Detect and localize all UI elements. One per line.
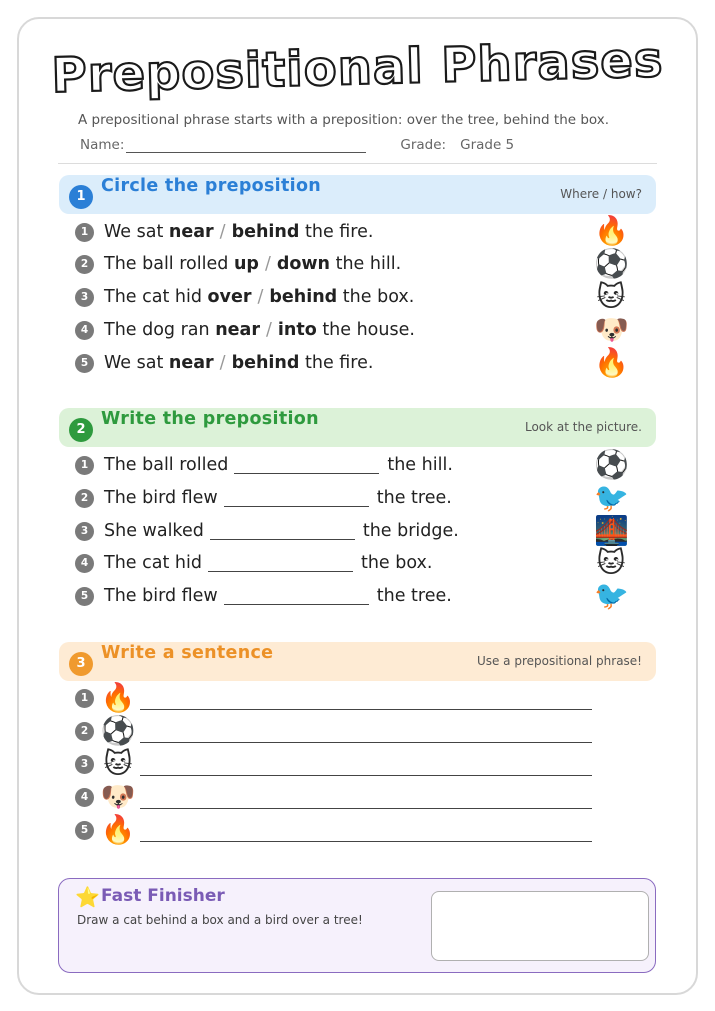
sentence-end: the box.	[360, 553, 433, 573]
section-1-number: 1	[69, 185, 93, 209]
name-field[interactable]	[126, 138, 366, 153]
section-3-title: Write a sentence	[101, 643, 274, 663]
section-1-hint: Where / how?	[560, 187, 642, 201]
item-number: 4	[75, 321, 94, 340]
fill-blank-item	[75, 452, 453, 478]
sentence-start: We sat	[104, 353, 164, 373]
worksheet-subtitle: A prepositional phrase starts with a preposition: over the tree, behind the box.	[78, 112, 610, 128]
option-one[interactable]: near	[168, 222, 214, 242]
sentence-start: The dog ran	[104, 320, 210, 340]
sentence-start: The bird flew	[104, 586, 218, 606]
header-divider	[58, 163, 657, 164]
grade-value: Grade 5	[460, 137, 515, 153]
soccer-ball-icon: ⚽	[594, 448, 629, 481]
sentence-line-item	[75, 813, 592, 847]
option-two[interactable]: behind	[231, 353, 300, 373]
sentence-end: the fire.	[305, 353, 374, 373]
name-grade-row	[80, 137, 514, 153]
fill-blank-item	[75, 518, 459, 544]
item-number: 1	[75, 456, 94, 475]
fast-finisher-title: Fast Finisher	[101, 886, 225, 906]
sentence-start: The cat hid	[104, 287, 202, 307]
fast-finisher-text: Draw a cat behind a box and a bird over a tree!	[77, 913, 363, 927]
sentence-end: the tree.	[376, 488, 452, 508]
soccer-ball-icon: ⚽	[100, 714, 136, 747]
cat-icon: 🐱	[596, 280, 626, 313]
bird-icon: 🐦	[594, 481, 629, 514]
fast-finisher-box	[58, 878, 656, 973]
cat-icon: 🐱	[103, 747, 133, 780]
fill-blank-item	[75, 583, 452, 609]
item-number: 4	[75, 554, 94, 573]
item-number: 3	[75, 288, 94, 307]
answer-blank[interactable]	[224, 489, 369, 507]
section-2-hint: Look at the picture.	[524, 420, 642, 434]
option-separator: /	[257, 287, 264, 307]
fill-blank-item	[75, 550, 432, 576]
section-3-number: 3	[69, 652, 93, 676]
grade-label: Grade:	[400, 137, 447, 153]
answer-blank[interactable]	[210, 522, 355, 540]
option-one[interactable]: up	[233, 254, 259, 274]
item-number: 3	[75, 522, 94, 541]
sentence-end: the house.	[322, 320, 415, 340]
option-two[interactable]: down	[276, 254, 331, 274]
circle-item	[75, 219, 373, 245]
writing-line[interactable]	[140, 719, 592, 743]
sentence-line-item	[75, 681, 592, 715]
sentence-start: She walked	[104, 521, 204, 541]
answer-blank[interactable]	[234, 456, 379, 474]
item-number: 2	[75, 489, 94, 508]
sentence-line-item	[75, 747, 592, 781]
option-separator: /	[219, 222, 226, 242]
item-number: 5	[75, 821, 94, 840]
section-3-header	[59, 642, 656, 681]
option-one[interactable]: near	[215, 320, 260, 340]
option-separator: /	[265, 320, 272, 340]
section-2-title: Write the preposition	[101, 409, 319, 429]
sentence-start: The ball rolled	[104, 254, 229, 274]
sentence-end: the box.	[342, 287, 415, 307]
item-number: 1	[75, 223, 94, 242]
dog-icon: 🐶	[100, 780, 136, 813]
sentence-start: The cat hid	[104, 553, 202, 573]
sentence-line-item	[75, 714, 592, 748]
item-number: 5	[75, 354, 94, 373]
option-separator: /	[219, 353, 226, 373]
sentence-end: the tree.	[376, 586, 452, 606]
circle-item	[75, 251, 401, 277]
cat-icon: 🐱	[596, 546, 626, 579]
item-number: 2	[75, 255, 94, 274]
sentence-start: The ball rolled	[104, 455, 229, 475]
fill-blank-item	[75, 485, 452, 511]
circle-item	[75, 317, 415, 343]
name-label: Name:	[80, 137, 125, 153]
item-number: 4	[75, 788, 94, 807]
worksheet-title: Prepositional Phrases	[50, 31, 665, 105]
bridge-icon: 🌉	[594, 514, 629, 547]
item-number: 2	[75, 722, 94, 741]
section-3-hint: Use a prepositional phrase!	[476, 654, 642, 668]
writing-line[interactable]	[140, 785, 592, 809]
dog-icon: 🐶	[594, 313, 629, 346]
star-icon: ⭐	[75, 885, 100, 909]
sentence-end: the hill.	[335, 254, 402, 274]
drawing-box[interactable]	[431, 891, 649, 961]
sentence-end: the fire.	[305, 222, 374, 242]
fire-icon: 🔥	[100, 681, 136, 714]
writing-line[interactable]	[140, 752, 592, 776]
option-two[interactable]: into	[277, 320, 317, 340]
item-number: 1	[75, 689, 94, 708]
sentence-end: the hill.	[387, 455, 453, 475]
sentence-start: We sat	[104, 222, 164, 242]
answer-blank[interactable]	[224, 587, 369, 605]
fire-icon: 🔥	[100, 813, 136, 846]
sentence-start: The bird flew	[104, 488, 218, 508]
writing-line[interactable]	[140, 686, 592, 710]
soccer-ball-icon: ⚽	[594, 247, 629, 280]
option-one[interactable]: over	[207, 287, 252, 307]
item-number: 3	[75, 755, 94, 774]
section-1-title: Circle the preposition	[101, 176, 322, 196]
section-2-header	[59, 408, 656, 447]
sentence-line-item	[75, 780, 592, 814]
circle-item	[75, 350, 373, 376]
option-separator: /	[264, 254, 271, 274]
option-two[interactable]: behind	[231, 222, 300, 242]
section-2-number: 2	[69, 418, 93, 442]
item-number: 5	[75, 587, 94, 606]
writing-line[interactable]	[140, 818, 592, 842]
bird-icon: 🐦	[594, 579, 629, 612]
circle-item	[75, 284, 414, 310]
answer-blank[interactable]	[208, 554, 353, 572]
sentence-end: the bridge.	[362, 521, 459, 541]
section-1-header	[59, 175, 656, 214]
option-one[interactable]: near	[168, 353, 214, 373]
fire-icon: 🔥	[594, 346, 629, 379]
fire-icon: 🔥	[594, 214, 629, 247]
option-two[interactable]: behind	[269, 287, 338, 307]
